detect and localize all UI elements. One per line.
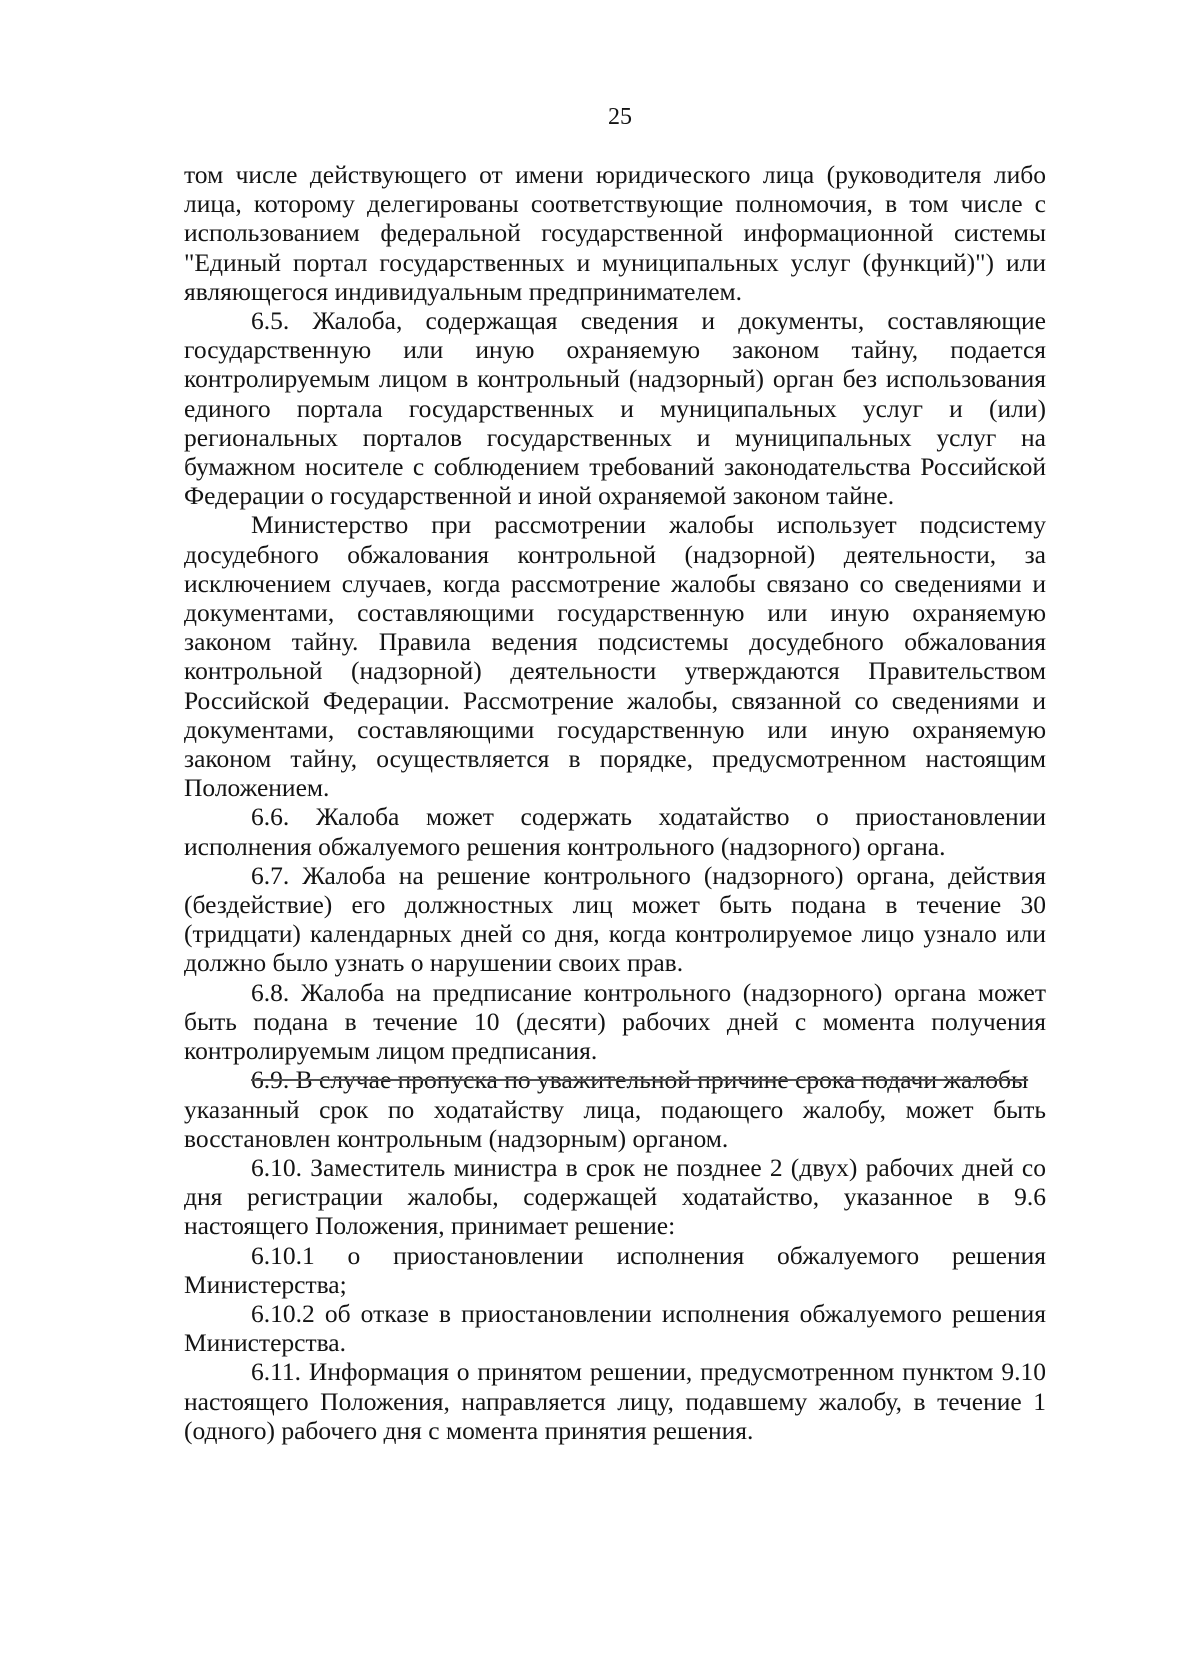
paragraph-6-10-1: 6.10.1 о приостановлении исполнения обжалуемого решения Министерства; — [184, 1240, 1046, 1299]
paragraph-6-10-2: 6.10.2 об отказе в приостановлении исполнения обжалуемого решения Министерства. — [184, 1298, 1046, 1358]
paragraph-6-7: 6.7. Жалоба на решение контрольного (надзорного) органа, действия (бездействие) его должностных лиц может быть подана в течение 30 (тридцати) календарных дней со дня, когда контролируемое лицо узнало или должно было узнать о нарушении своих прав. — [184, 860, 1046, 978]
paragraph-6-8: 6.8. Жалоба на предписание контрольного (надзорного) органа может быть подана в течение 10 (десяти) рабочих дней с момента получения контролируемым лицом предписания. — [184, 977, 1046, 1066]
paragraph-6-5: 6.5. Жалоба, содержащая сведения и документы, составляющие государственную или иную охраняемую законом тайну, подается контролируемым лицом в контрольный (надзорный) орган без использования единого портала государственных и муниципальных услуг и (или) региональных порталов государственных и муниципальных услуг на бумажном носителе с соблюдением требований законодательства Российской Федерации о государственной и иной охраняемой законом тайне. — [184, 306, 1046, 511]
paragraph-ministry: Министерство при рассмотрении жалобы использует подсистему досудебного обжалования контрольной (надзорной) деятельности, за исключением случаев, когда рассмотрение жалобы связано со сведениями и документами, составляющими государственную или иную охраняемую законом тайну. Правила ведения подсистемы досудебного обжалования контрольной (надзорной) деятельности утверждаются Правительством Российской Федерации. Рассмотрение жалобы, связанной со сведениями и документами, составляющими государственную или иную охраняемую законом тайну, осуществляется в порядке, предусмотренном настоящим Положением. — [184, 510, 1046, 803]
paragraph-continuation: том числе действующего от имени юридического лица (руководителя либо лица, которому делегированы соответствующие полномочия, в том числе с использованием федеральной государственной информационной системы "Единый портал государственных и муниципальных услуг (функций)") или являющегося индивидуальным предпринимателем. — [184, 160, 1046, 306]
paragraph-6-6: 6.6. Жалоба может содержать ходатайство о приостановлении исполнения обжалуемого решения контрольного (надзорного) органа. — [184, 802, 1046, 861]
paragraph-6-9-struck-line: 6.9. В случае пропуска по уважительной причине срока подачи жалобы — [251, 1065, 1029, 1095]
paragraph-6-9-continuation: указанный срок по ходатайству лица, подающего жалобу, может быть восстановлен контрольным (надзорным) органом. — [184, 1094, 1046, 1153]
paragraph-6-11: 6.11. Информация о принятом решении, предусмотренном пунктом 9.10 настоящего Положения, направляется лицу, подавшему жалобу, в течение 1 (одного) рабочего дня с момента принятия решения. — [184, 1357, 1046, 1445]
page-number: 25 — [608, 104, 632, 130]
document-body — [184, 160, 1046, 1445]
paragraph-6-10: 6.10. Заместитель министра в срок не позднее 2 (двух) рабочих дней со дня регистрации жалобы, содержащей ходатайство, указанное в 9.6 настоящего Положения, принимает решение: — [184, 1152, 1046, 1241]
